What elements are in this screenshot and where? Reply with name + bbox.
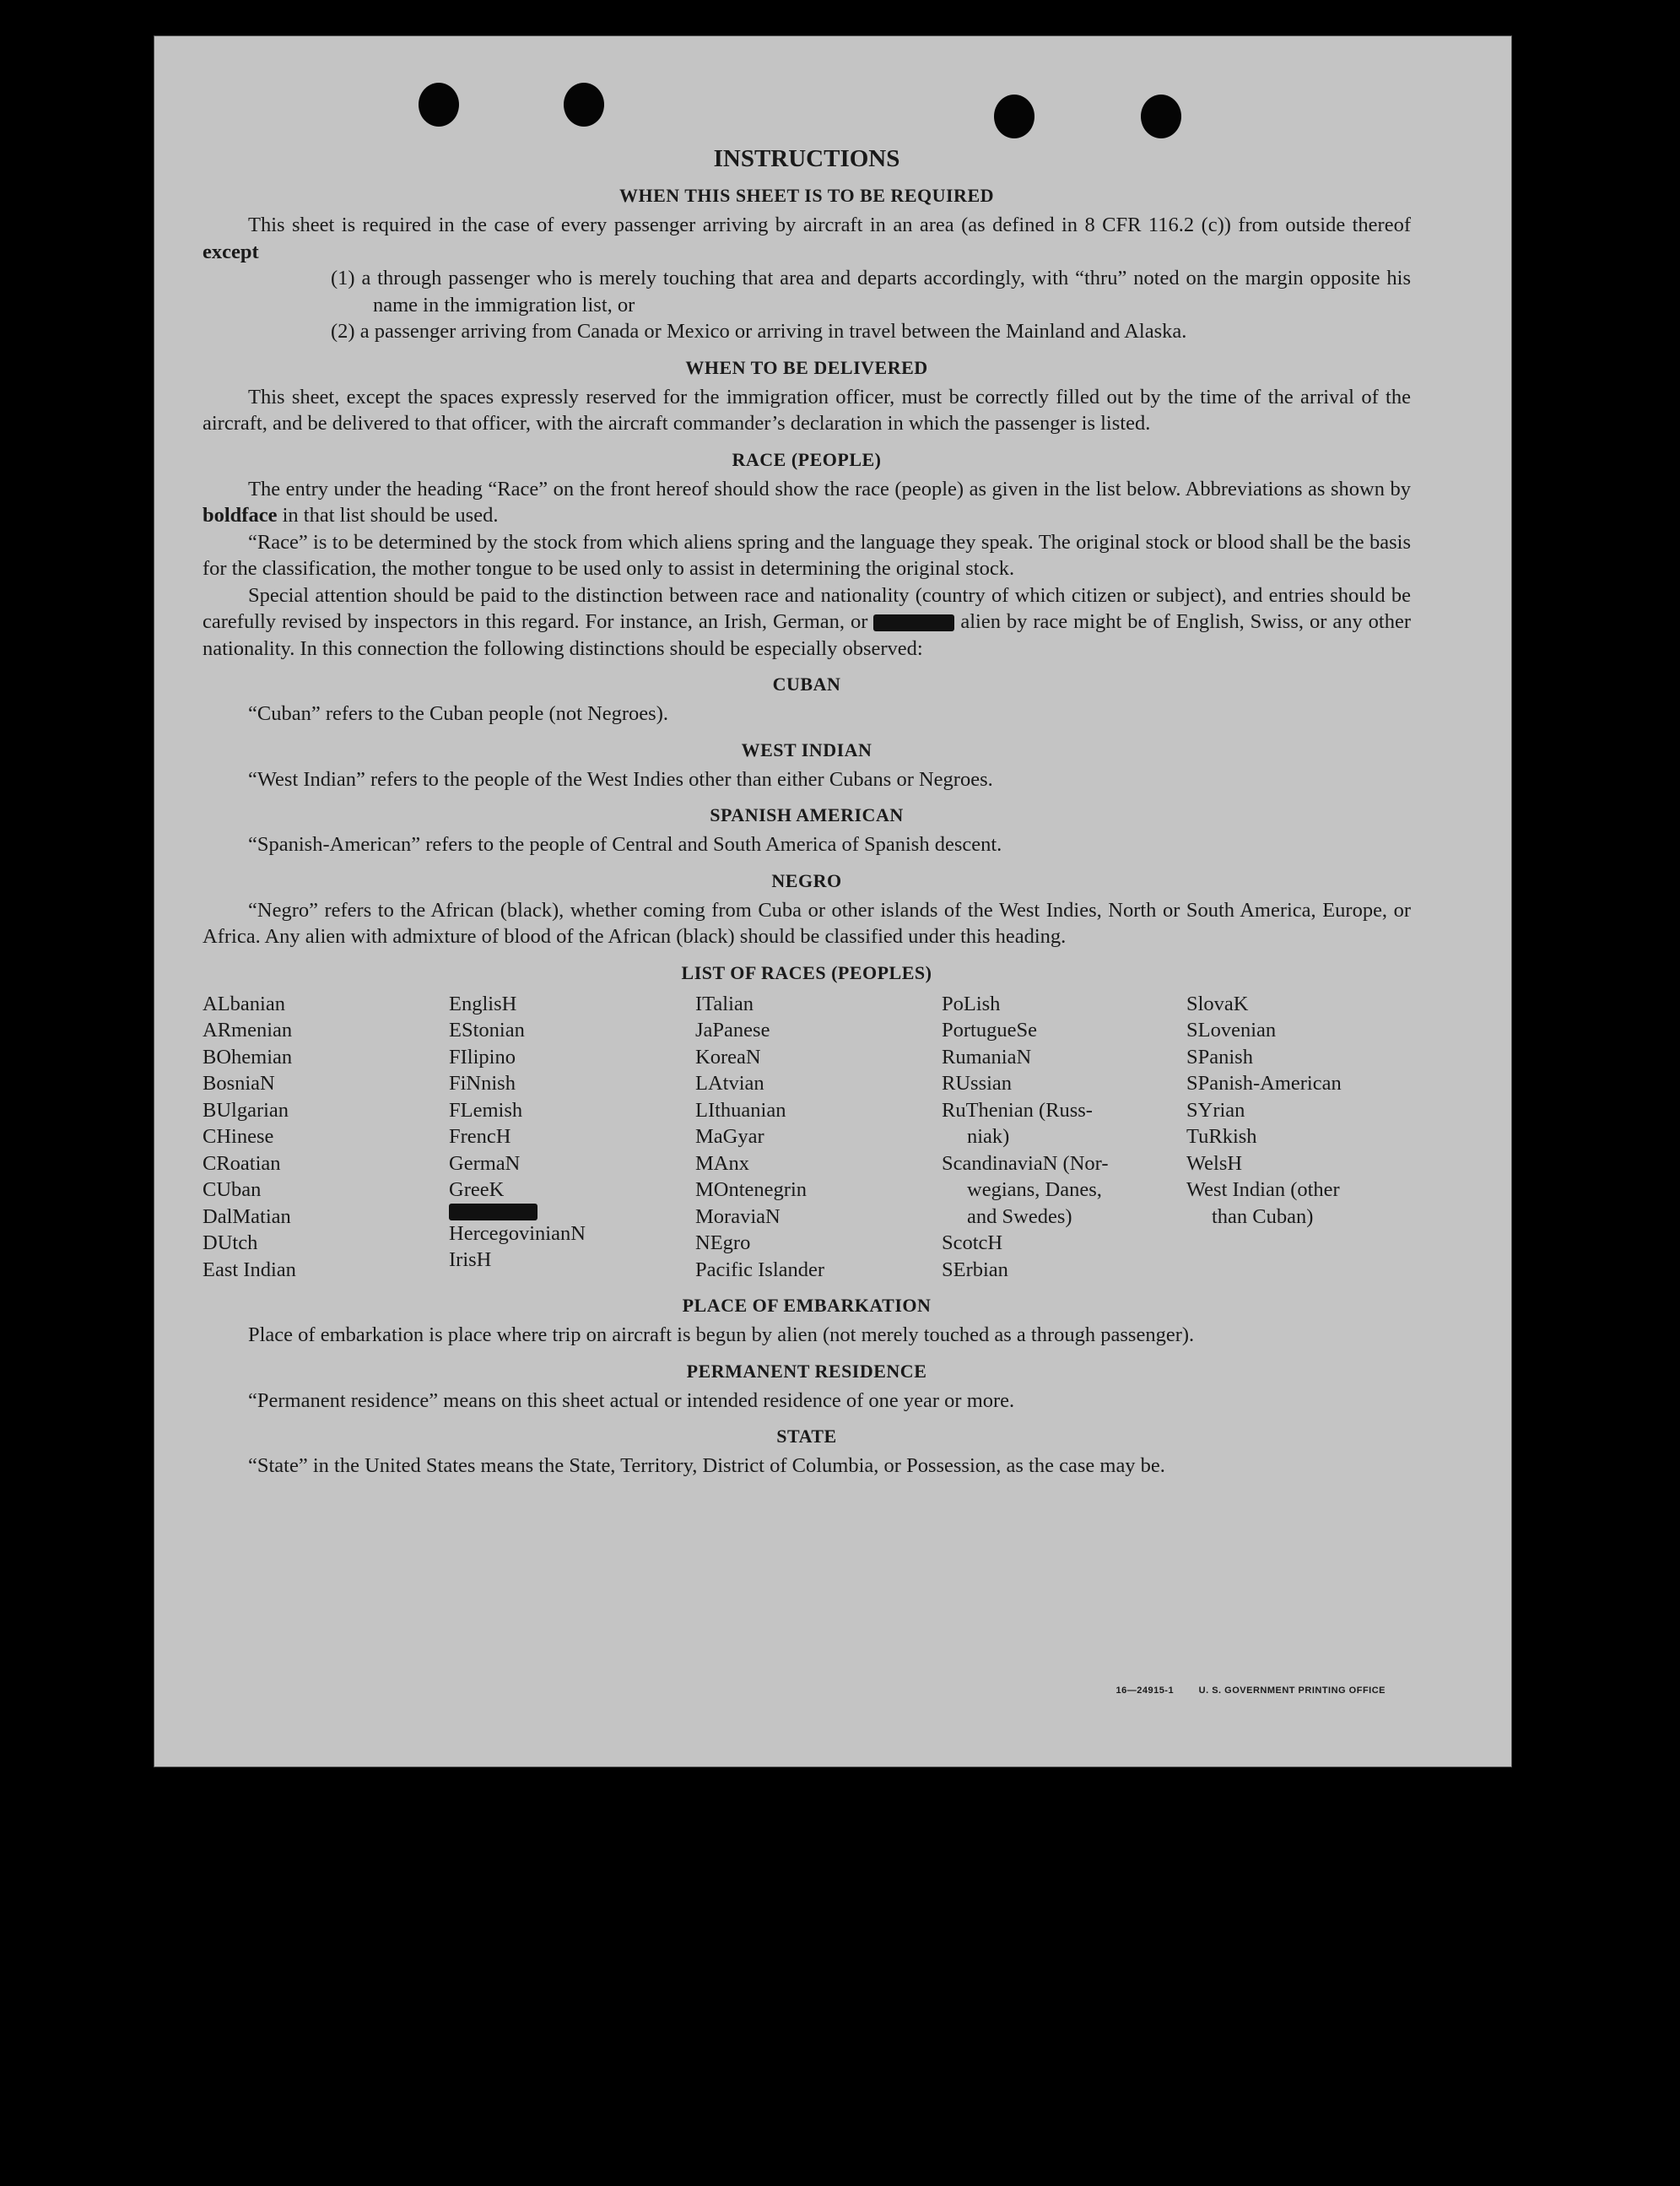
- race-list: [203, 991, 1411, 1284]
- section-heading: RACE (PEOPLE): [732, 448, 882, 470]
- section-heading: PLACE OF EMBARKATION: [682, 1295, 932, 1316]
- race-item: SPanish-American: [1186, 1072, 1342, 1095]
- race-item: JaPanese: [695, 1019, 770, 1042]
- paragraph: “Negro” refers to the African (black), whether coming from Cuba or other islands of the West Indies, North or South America, Europe, or Africa. Any alien with admixture of blood of the African (black) should be classified under this heading.: [203, 898, 1411, 948]
- race-item: FiNnish: [449, 1072, 516, 1095]
- paragraph: Special attention should be paid to the distinction between race and nationality (country of which citizen or subject), and entries should be carefully revised by inspectors in this regard. For instance, an Irish, German, or alien by race might be of English, Swiss, or any other nationality. In this connection the following distinctions should be especially observed:: [203, 583, 1411, 660]
- document-body: [203, 145, 1411, 1480]
- race-item: MaGyar: [695, 1125, 764, 1148]
- race-column: [203, 991, 449, 1284]
- race-column: [695, 991, 942, 1284]
- race-item: SYrian: [1186, 1098, 1245, 1122]
- race-item: BOhemian: [203, 1045, 293, 1069]
- race-item: DalMatian: [203, 1204, 291, 1228]
- section-heading: STATE: [776, 1426, 837, 1447]
- race-item: WelsH: [1186, 1151, 1243, 1175]
- race-item: CUban: [203, 1178, 262, 1201]
- punch-hole: [1141, 95, 1181, 138]
- race-item: GreeK: [449, 1178, 505, 1201]
- race-item: SPanish: [1186, 1045, 1253, 1069]
- race-item: IrisH: [449, 1248, 492, 1271]
- punch-hole: [419, 83, 459, 127]
- race-item: and Swedes): [967, 1204, 1072, 1228]
- race-item: LAtvian: [695, 1072, 764, 1095]
- printer-name: U. S. GOVERNMENT PRINTING OFFICE: [1198, 1685, 1386, 1696]
- race-item: EnglisH: [449, 992, 517, 1015]
- race-item: MoraviaN: [695, 1204, 781, 1228]
- paragraph: “Spanish-American” refers to the people of Central and South America of Spanish descent.: [248, 833, 1002, 856]
- section-heading: CUBAN: [772, 674, 841, 695]
- race-item: wegians, Danes,: [967, 1178, 1102, 1201]
- race-item: LIthuanian: [695, 1098, 786, 1122]
- race-item: Pacific Islander: [695, 1258, 825, 1281]
- race-item: MAnx: [695, 1151, 749, 1175]
- race-item-redacted: [449, 1204, 695, 1220]
- form-number: 16—24915-1: [1115, 1685, 1175, 1696]
- race-item: ScandinaviaN (Nor-: [942, 1151, 1109, 1175]
- race-item: RumaniaN: [942, 1045, 1032, 1069]
- paragraph: “Race” is to be determined by the stock from which aliens spring and the language they speak. The original stock or blood shall be the basis for the classification, the mother tongue to be used only to assist in determining the original stock.: [203, 530, 1411, 580]
- section-heading: WHEN THIS SHEET IS TO BE REQUIRED: [619, 185, 995, 206]
- section-heading: WEST INDIAN: [741, 739, 872, 760]
- race-item: SlovaK: [1186, 992, 1249, 1015]
- list-item: (2) a passenger arriving from Canada or Mexico or arriving in travel between the Mainland and Alaska.: [331, 320, 1187, 343]
- race-item: MOntenegrin: [695, 1178, 807, 1201]
- race-item: TuRkish: [1186, 1125, 1257, 1148]
- race-item: CRoatian: [203, 1151, 281, 1175]
- race-item: CHinese: [203, 1125, 274, 1148]
- race-column: [1186, 991, 1411, 1284]
- race-item: PortugueSe: [942, 1019, 1037, 1042]
- redaction-mark: [449, 1204, 537, 1220]
- race-item: SErbian: [942, 1258, 1008, 1281]
- race-column: [449, 991, 695, 1284]
- race-item: DUtch: [203, 1231, 258, 1254]
- race-item: FrencH: [449, 1125, 511, 1148]
- printer-imprint: [1094, 1685, 1386, 1696]
- race-item: RuThenian (Russ-: [942, 1098, 1093, 1122]
- punch-hole: [564, 83, 604, 127]
- race-item: SLovenian: [1186, 1019, 1277, 1042]
- race-item: NEgro: [695, 1231, 751, 1254]
- race-item: BUlgarian: [203, 1098, 289, 1122]
- race-item: PoLish: [942, 992, 1001, 1015]
- page-title: INSTRUCTIONS: [713, 145, 900, 172]
- race-item: RUssian: [942, 1072, 1013, 1095]
- paragraph: “West Indian” refers to the people of the West Indies other than either Cubans or Negroes.: [248, 767, 993, 791]
- section-heading: PERMANENT RESIDENCE: [686, 1360, 927, 1382]
- race-item: East Indian: [203, 1258, 296, 1281]
- paragraph: “Cuban” refers to the Cuban people (not Negroes).: [248, 702, 668, 725]
- race-item: ALbanian: [203, 992, 285, 1015]
- paragraph: The entry under the heading “Race” on the front hereof should show the race (people) as given in the list below. Abbreviations as shown by boldface in that list should be used.: [203, 477, 1411, 527]
- punch-hole: [994, 95, 1034, 138]
- race-item: GermaN: [449, 1151, 521, 1175]
- section-heading: WHEN TO BE DELIVERED: [685, 356, 928, 378]
- race-column: [942, 991, 1186, 1284]
- race-item: KoreaN: [695, 1045, 761, 1069]
- paragraph: “Permanent residence” means on this sheet actual or intended residence of one year or more.: [248, 1388, 1015, 1412]
- race-item: HercegovinianN: [449, 1221, 586, 1245]
- section-heading: NEGRO: [771, 869, 842, 891]
- race-item: ARmenian: [203, 1019, 293, 1042]
- race-item: niak): [967, 1125, 1010, 1148]
- section-heading: LIST OF RACES (PEOPLES): [681, 961, 932, 983]
- document-sheet: [154, 35, 1512, 1767]
- race-item: West Indian (other: [1186, 1178, 1340, 1201]
- race-item: ITalian: [695, 992, 754, 1015]
- redaction-mark: [873, 614, 954, 631]
- race-item: EStonian: [449, 1019, 525, 1042]
- paragraph: “State” in the United States means the State, Territory, District of Columbia, or Possession, as the case may be.: [248, 1454, 1165, 1477]
- section-heading: SPANISH AMERICAN: [710, 804, 904, 825]
- race-item: than Cuban): [1212, 1204, 1314, 1228]
- paragraph: This sheet, except the spaces expressly reserved for the immigration officer, must be correctly filled out by the time of the arrival of the aircraft, and be delivered to that officer, with the aircraft commander’s declaration in which the passenger is listed.: [203, 385, 1411, 435]
- race-item: BosniaN: [203, 1072, 275, 1095]
- race-item: FLemish: [449, 1098, 523, 1122]
- paragraph: Place of embarkation is place where trip on aircraft is begun by alien (not merely touched as a through passenger).: [248, 1323, 1195, 1346]
- paragraph: This sheet is required in the case of every passenger arriving by aircraft in an area (as defined in 8 CFR 116.2 (c)) from outside thereof except: [203, 214, 1411, 263]
- race-item: FIlipino: [449, 1045, 516, 1069]
- list-item: (1) a through passenger who is merely touching that area and departs accordingly, with “thru” noted on the margin opposite his name in the immigration list, or: [331, 267, 1411, 317]
- race-item: ScotcH: [942, 1231, 1003, 1254]
